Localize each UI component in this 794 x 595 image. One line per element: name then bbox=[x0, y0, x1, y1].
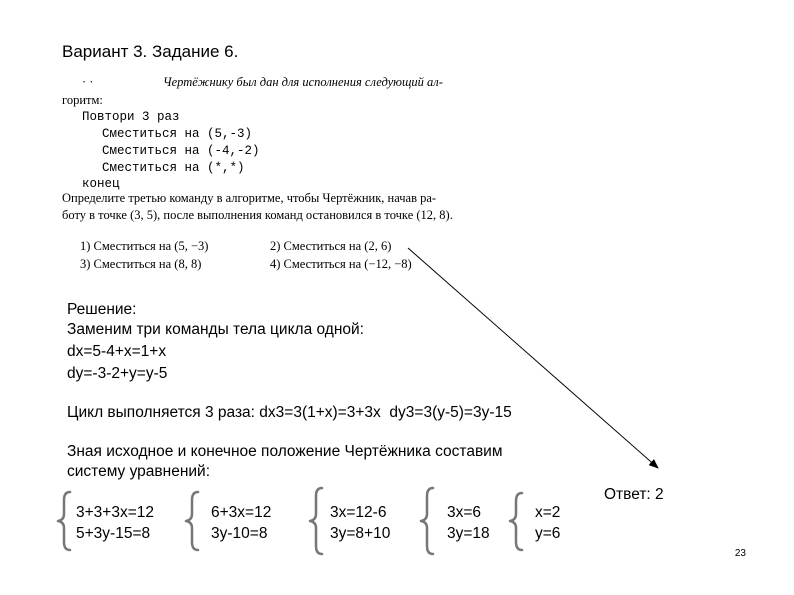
brace-4 bbox=[421, 488, 433, 554]
option-2: 2) Сместиться на (2, 6) bbox=[270, 239, 392, 253]
option-4: 4) Сместиться на (−12, −8) bbox=[270, 257, 412, 271]
solution-dx: dx=5-4+x=1+x bbox=[67, 343, 167, 360]
system-4-top: 3x=6 bbox=[447, 504, 482, 521]
solution-line-5: Зная исходное и конечное положение Чертёжника составим bbox=[67, 443, 503, 460]
solution-line-1: Заменим три команды тела цикла одной: bbox=[67, 321, 364, 338]
system-2-bottom: 3y-10=8 bbox=[211, 525, 268, 542]
algorithm-step-3: Сместиться на (*,*) bbox=[102, 161, 245, 175]
brace-1 bbox=[58, 492, 70, 550]
problem-question-line2: боту в точке (3, 5), после выполнения команд остановился в точке (12, 8). bbox=[62, 208, 453, 222]
system-5-top: x=2 bbox=[535, 504, 561, 521]
option-3: 3) Сместиться на (8, 8) bbox=[80, 257, 202, 271]
system-4-bottom: 3y=18 bbox=[447, 525, 490, 542]
system-2-top: 6+3x=12 bbox=[211, 504, 272, 521]
option-1: 1) Сместиться на (5, −3) bbox=[80, 239, 209, 253]
problem-question-line1: Определите третью команду в алгоритме, чтобы Чертёжник, начав ра- bbox=[62, 191, 437, 205]
algorithm-repeat: Повтори 3 раз bbox=[82, 110, 180, 124]
brace-2 bbox=[186, 492, 198, 550]
solution-line-6: систему уравнений: bbox=[67, 463, 211, 480]
page-title: Вариант 3. Задание 6. bbox=[62, 42, 239, 61]
answer-text: Ответ: 2 bbox=[604, 486, 664, 503]
system-1-top: 3+3+3x=12 bbox=[76, 504, 155, 521]
scan-mark: · · bbox=[82, 75, 94, 89]
problem-intro-line1: Чертёжнику был дан для исполнения следующий ал- bbox=[163, 75, 443, 89]
algorithm-step-2: Сместиться на (-4,-2) bbox=[102, 144, 260, 158]
pointer-arrow bbox=[408, 248, 658, 468]
algorithm-end: конец bbox=[82, 177, 120, 191]
solution-cycle: Цикл выполняется 3 раза: dx3=3(1+x)=3+3x dy3=3(y-5)=3y-15 bbox=[67, 404, 512, 421]
algorithm-step-1: Сместиться на (5,-3) bbox=[102, 127, 253, 141]
brace-5 bbox=[510, 493, 522, 550]
solution-dy: dy=-3-2+y=y-5 bbox=[67, 365, 168, 382]
problem-intro-line2: горитм: bbox=[62, 93, 103, 107]
system-5-bottom: y=6 bbox=[535, 525, 561, 542]
system-3-top: 3x=12-6 bbox=[330, 504, 387, 521]
page-number: 23 bbox=[734, 548, 746, 559]
system-3-bottom: 3y=8+10 bbox=[330, 525, 391, 542]
solution-heading: Решение: bbox=[67, 301, 137, 318]
system-1-bottom: 5+3y-15=8 bbox=[76, 525, 151, 542]
brace-3 bbox=[310, 488, 322, 554]
